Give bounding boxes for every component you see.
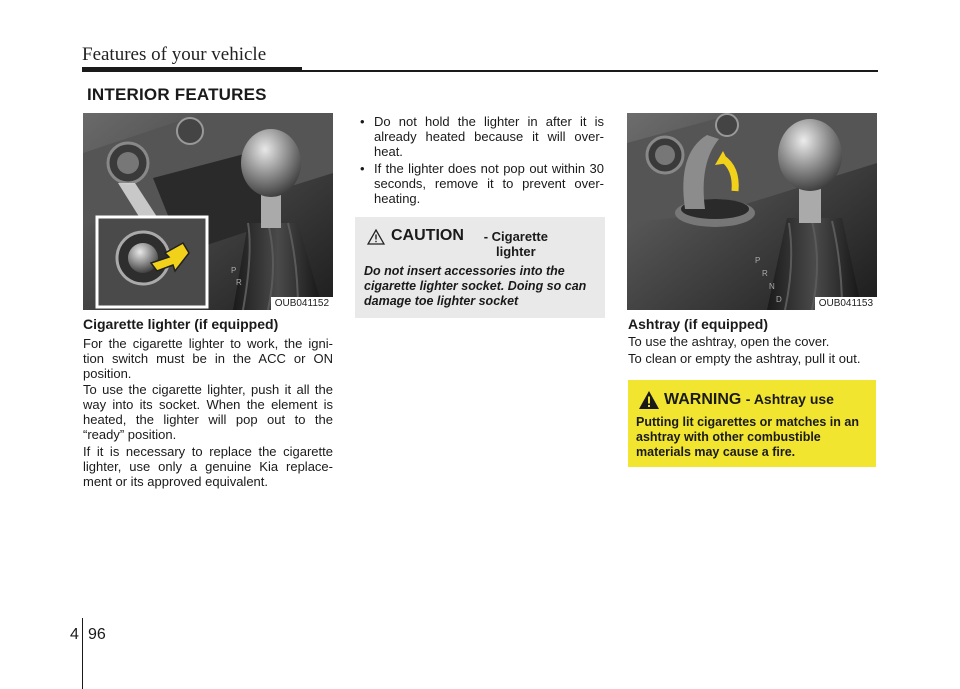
lighter-paragraph-2: To use the cigarette lighter, push it all the way into its socket. When the element is heated, the lighter will pop out to the “ready” position. (83, 382, 333, 442)
ashtray-paragraph-2: To clean or empty the ashtray, pull it out. (628, 351, 861, 366)
warning-subtitle: - Ashtray use (745, 391, 834, 407)
section-title: INTERIOR FEATURES (87, 85, 267, 104)
warning-title (664, 391, 834, 409)
image-code-label: OUB041153 (815, 297, 877, 310)
bullet-text: If the lighter does not pop out within 30 seconds, remove it to prevent over-heating. (374, 161, 604, 206)
svg-text:D: D (776, 295, 782, 304)
cigarette-lighter-photo (83, 113, 333, 310)
list-item: • If the lighter does not pop out within 30 seconds, remove it to prevent over-heating. (360, 161, 604, 206)
header-rule-accent (82, 67, 302, 72)
cigarette-lighter-heading: Cigarette lighter (if equipped) (83, 316, 279, 332)
chapter-number: 4 (70, 626, 79, 643)
lighter-paragraph-1: For the cigarette lighter to work, the igni-tion switch must be in the ACC or ON position. (83, 336, 333, 381)
caution-subtitle: - Cigarette lighter (483, 229, 548, 259)
caution-triangle-icon (367, 229, 385, 245)
caution-label: CAUTION (391, 227, 464, 244)
lighter-bullet-list (356, 114, 604, 208)
svg-text:P: P (231, 266, 237, 275)
page-number-divider (82, 618, 83, 689)
bullet-text: Do not hold the lighter in after it is already heated because it will over-heat. (374, 114, 604, 159)
list-item: • Do not hold the lighter in after it is already heated because it will over-heat. (360, 114, 604, 159)
svg-text:R: R (236, 278, 242, 287)
page-header-title: Features of your vehicle (82, 44, 267, 65)
warning-body: Putting lit cigarettes or matches in an ashtray with other combustible materials may cause a fire. (636, 415, 859, 459)
ashtray-photo (627, 113, 877, 310)
caution-title (391, 227, 601, 259)
svg-text:R: R (762, 269, 768, 278)
caution-body: Do not insert accessories into the cigarette lighter socket. Doing so can damage toe lighter socket (364, 264, 587, 308)
image-code-label: OUB041152 (271, 297, 333, 310)
warning-box (628, 380, 876, 467)
svg-text:N: N (769, 282, 775, 291)
svg-text:P: P (755, 256, 761, 265)
ashtray-paragraph-1: To use the ashtray, open the cover. (628, 334, 830, 349)
warning-triangle-icon (638, 390, 660, 410)
lighter-paragraph-3: If it is necessary to replace the cigarette lighter, use only a genuine Kia replace-ment or its approved equivalent. (83, 444, 333, 489)
warning-label: WARNING (664, 391, 742, 408)
page-number: 96 (88, 626, 106, 643)
ashtray-heading: Ashtray (if equipped) (628, 316, 769, 332)
caution-box (355, 217, 605, 318)
